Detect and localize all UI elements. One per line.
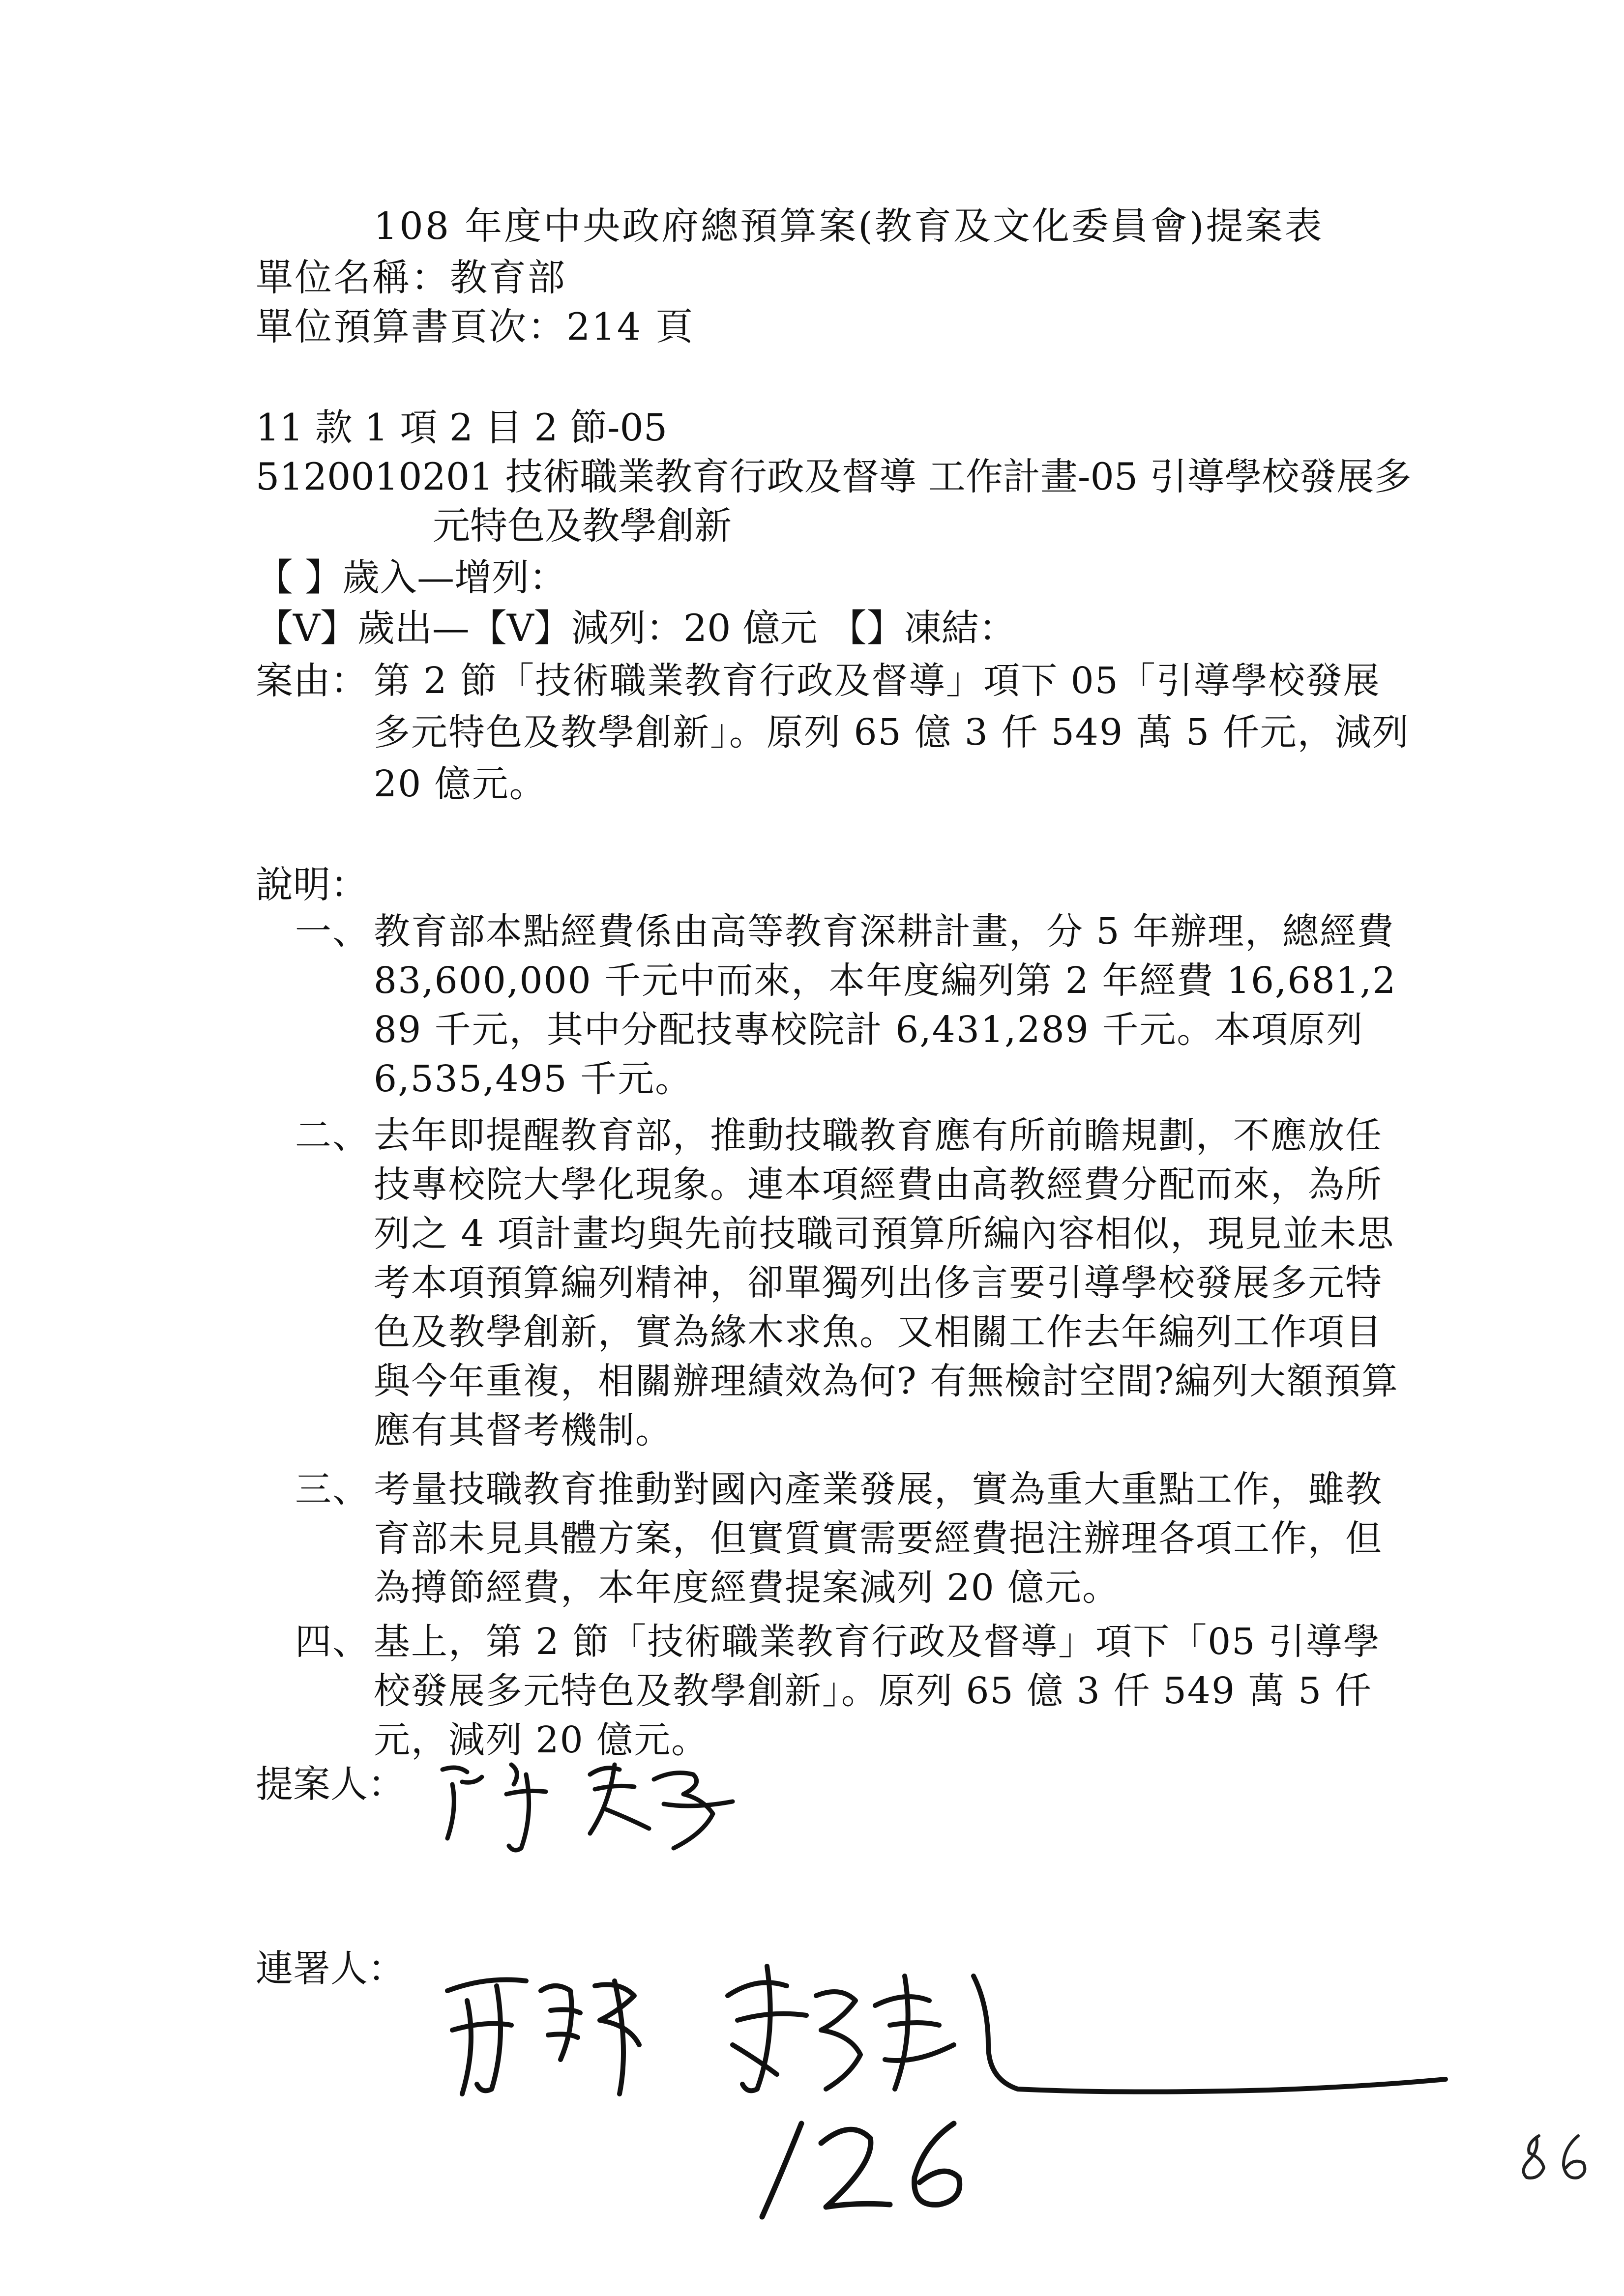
handwritten-page-number bbox=[747, 2109, 983, 2227]
item-text: 教育部本點經費係由高等教育深耕計畫，分 5 年辦理，總經費 83,600,000 千元中而來，本年度編列第 2 年經費 16,681,289 千元，其中分配技專校院計 6,431,289 千元。本項原列 6,535,495 千元。 bbox=[374, 910, 1397, 1100]
item-text: 考量技職教育推動對國內產業發展，實為重大重點工作，雖教育部未見具體方案，但實質實需要經費挹注辦理各項工作，但為撙節經費，本年度經費提案減列 20 億元。 bbox=[374, 1468, 1383, 1609]
corner-handwritten-mark bbox=[1514, 2128, 1598, 2187]
item-text: 基上，第 2 節「技術職業教育行政及督導」項下「05 引導學校發展多元特色及教學創新」。原列 65 億 3 仟 549 萬 5 仟元，減列 20 億元。 bbox=[374, 1621, 1381, 1761]
revenue-action: 【 】歲入—增列： bbox=[256, 555, 567, 599]
cosigner-label: 連署人： bbox=[256, 1947, 405, 1990]
cosigner-signature bbox=[433, 1947, 1455, 2109]
budget-page-ref: 單位預算書頁次：214 頁 bbox=[256, 305, 695, 349]
case-line-1: 第 2 節「技術職業教育行政及督導」項下 05「引導學校發展 bbox=[374, 660, 1381, 702]
expenditure-action: 【V】歲出—【V】減列：20 億元 【】凍結： bbox=[256, 606, 1016, 650]
explanation-label: 說明： bbox=[256, 863, 368, 906]
unit-name: 單位名稱：教育部 bbox=[256, 256, 566, 299]
item-number: 三、 bbox=[295, 1468, 370, 1511]
case-line-2: 多元特色及教學創新」。原列 65 億 3 仟 549 萬 5 仟元，減列 bbox=[374, 711, 1410, 754]
item-number: 四、 bbox=[295, 1621, 370, 1663]
case-line-3: 20 億元。 bbox=[374, 763, 547, 805]
program-line-2: 元特色及教學創新 bbox=[433, 504, 732, 548]
document-title: 108 年度中央政府總預算案(教育及文化委員會)提案表 bbox=[374, 204, 1324, 248]
proposer-signature bbox=[428, 1735, 742, 1863]
proposer-label: 提案人： bbox=[256, 1762, 405, 1806]
budget-code: 11 款 1 項 2 目 2 節-05 bbox=[256, 406, 668, 449]
item-number: 一、 bbox=[295, 910, 370, 953]
program-line-1: 5120010201 技術職業教育行政及督導 工作計畫-05 引導學校發展多 bbox=[256, 455, 1412, 498]
case-label: 案由： bbox=[256, 659, 368, 702]
item-text: 去年即提醒教育部，推動技職教育應有所前瞻規劃，不應放任技專校院大學化現象。連本項經費由高教經費分配而來，為所列之 4 項計畫均與先前技職司預算所編內容相似，現見並未思考本項預算編列精神，卻單獨列出侈言要引導學校發展多元特色及教學創新，實為緣木求魚。又相關工作去年編列工作項目與今年重複，相關辦理績效為何? 有無檢討空間?編列大額預算應有其督考機制。 bbox=[374, 1114, 1399, 1452]
item-number: 二、 bbox=[295, 1114, 370, 1157]
